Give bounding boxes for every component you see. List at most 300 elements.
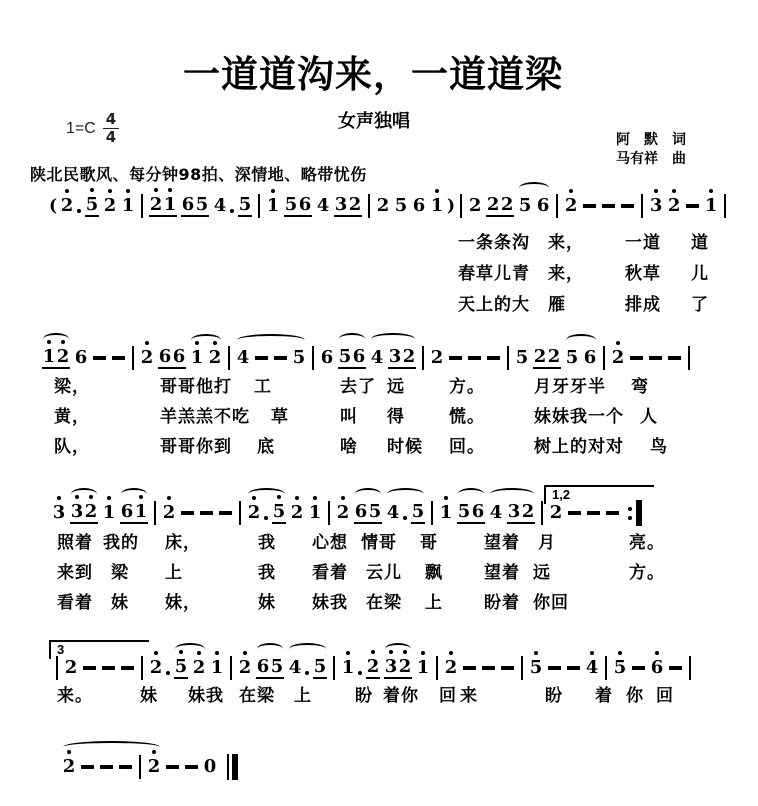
lyric-fragment: 我 xyxy=(258,563,276,583)
lyric-fragment: 来。 xyxy=(57,686,93,706)
octave-dot xyxy=(403,650,407,654)
lyric-fragment: 飘 xyxy=(425,563,443,583)
note xyxy=(566,348,579,368)
note xyxy=(612,348,625,368)
lyric-fragment: 慌。 xyxy=(449,407,485,427)
barline xyxy=(605,656,607,680)
augmentation-dot xyxy=(403,516,407,520)
octave-dot xyxy=(271,189,275,193)
duration-dash xyxy=(112,356,125,360)
lyric-fragment: 回 xyxy=(656,686,674,706)
note-digit: 2 xyxy=(547,346,561,367)
note-digit: 6 xyxy=(354,501,368,522)
beam-group xyxy=(120,502,148,524)
barline xyxy=(230,656,232,680)
notes-row xyxy=(48,191,730,221)
barline xyxy=(312,346,314,370)
meter-denominator: 4 xyxy=(105,128,117,146)
repeat-dots xyxy=(628,506,632,521)
augmentation-dot xyxy=(166,671,170,675)
barline xyxy=(141,656,143,680)
beam-group xyxy=(174,657,188,679)
beam-group xyxy=(411,502,425,524)
octave-dot xyxy=(435,189,439,193)
note-digit: 1 xyxy=(122,196,135,216)
note xyxy=(353,347,366,367)
lyric-fragment: 上 xyxy=(165,563,183,583)
slur-group xyxy=(254,657,286,679)
note-digit: 5 xyxy=(86,195,99,215)
note xyxy=(550,503,563,523)
barline xyxy=(431,501,433,525)
barline xyxy=(333,656,335,680)
octave-dot xyxy=(341,496,345,500)
note xyxy=(651,658,664,678)
note-digit: 3 xyxy=(334,194,348,215)
note-digit: 1 xyxy=(267,196,280,216)
lyric-fragment: 啥 xyxy=(340,437,358,457)
lyric-fragment: 远 xyxy=(387,377,405,397)
note xyxy=(271,657,284,677)
close-paren: ) xyxy=(447,196,456,216)
style-tempo-note: 陕北民歌风、每分钟98拍、深情地、略带忧伤 xyxy=(30,165,367,184)
note xyxy=(267,196,280,216)
meter-numerator: 4 xyxy=(103,112,119,129)
slur-group xyxy=(234,348,308,368)
note-digit: 6 xyxy=(412,195,426,216)
note-digit: 1 xyxy=(705,196,718,216)
duration-dash xyxy=(482,666,495,670)
song-title: 一道道沟来，一道道梁 xyxy=(183,52,563,96)
duration-dash xyxy=(181,511,194,515)
note-digit: 2 xyxy=(148,757,161,777)
beam-group xyxy=(158,347,186,369)
beam-group xyxy=(366,657,380,679)
note xyxy=(209,348,222,368)
note-digit: 2 xyxy=(533,346,547,367)
note xyxy=(159,347,172,367)
note xyxy=(191,348,204,368)
note xyxy=(150,195,163,215)
note xyxy=(239,658,252,678)
lyric-fragment: 得 xyxy=(387,407,405,427)
note xyxy=(522,502,535,522)
lyric-fragment: 月牙牙半 xyxy=(534,377,606,397)
octave-dot xyxy=(371,650,375,654)
octave-dot xyxy=(57,496,61,500)
key-text: 1=C xyxy=(66,119,96,137)
note xyxy=(285,195,298,215)
note xyxy=(141,348,154,368)
duration-dash xyxy=(200,511,213,515)
note xyxy=(121,502,134,522)
note xyxy=(417,658,430,678)
slur-group xyxy=(455,502,487,524)
beam-group xyxy=(457,502,485,524)
beam-group xyxy=(384,657,412,679)
note-digit: 2 xyxy=(239,658,252,678)
lyric-fragment: 队， xyxy=(54,437,90,457)
augmentation-dot xyxy=(264,516,268,520)
octave-dot xyxy=(389,650,393,654)
lyric-fragment: 草 xyxy=(271,407,289,427)
note-digit: 2 xyxy=(376,195,390,216)
note xyxy=(175,657,188,677)
note-digit: 2 xyxy=(402,346,416,367)
note-digit: 2 xyxy=(430,347,444,368)
note-digit: 2 xyxy=(521,501,535,522)
note-digit: 6 xyxy=(74,347,88,368)
note xyxy=(377,196,390,216)
note-digit: 3 xyxy=(385,657,398,677)
duration-dash xyxy=(668,356,681,360)
note xyxy=(371,348,384,368)
octave-dot xyxy=(167,496,171,500)
final-barline xyxy=(227,754,238,780)
note xyxy=(257,657,270,677)
octave-dot xyxy=(313,496,317,500)
octave-dot xyxy=(108,189,112,193)
lyric-fragment: 着你 xyxy=(383,686,419,706)
time-signature xyxy=(103,112,119,145)
duration-dash xyxy=(606,511,619,515)
note xyxy=(173,347,186,367)
slur-group xyxy=(68,502,100,524)
octave-dot xyxy=(145,341,149,345)
note-digit: 5 xyxy=(368,501,382,522)
note-digit: 2 xyxy=(63,757,76,777)
note-digit: 2 xyxy=(486,194,500,215)
lyric-fragment: 秋草 xyxy=(625,264,661,284)
lyric-fragment: 儿 xyxy=(691,264,709,284)
note xyxy=(196,195,209,215)
note xyxy=(237,348,250,368)
duration-dash xyxy=(166,765,179,769)
note xyxy=(614,658,627,678)
lyricist-credit: 阿 默 词 xyxy=(616,132,686,148)
note-digit: 4 xyxy=(236,347,250,368)
octave-dot xyxy=(590,651,594,655)
octave-dot xyxy=(215,651,219,655)
octave-dot xyxy=(152,750,156,754)
note-digit: 2 xyxy=(549,502,563,523)
lyric-fragment: 妹 xyxy=(258,593,276,613)
note-digit: 1 xyxy=(191,348,204,368)
barline xyxy=(328,501,330,525)
note-digit: 2 xyxy=(57,347,70,367)
beam-group xyxy=(507,502,535,524)
notes-row xyxy=(50,487,642,528)
duration-dash xyxy=(649,356,662,360)
lyric-fragment: 梁， xyxy=(54,377,90,397)
notes-row xyxy=(52,642,695,683)
note-digit: 1 xyxy=(103,503,116,523)
note-digit: 4 xyxy=(386,502,400,523)
octave-dot xyxy=(213,341,217,345)
barline xyxy=(541,501,543,525)
note-digit: 2 xyxy=(565,196,578,216)
note xyxy=(565,196,578,216)
augmentation-dot xyxy=(230,209,234,213)
octave-dot xyxy=(252,496,256,500)
note xyxy=(399,657,412,677)
note xyxy=(431,348,444,368)
lyric-fragment: 回。 xyxy=(449,437,485,457)
note xyxy=(501,195,514,215)
note xyxy=(135,502,148,522)
performance-type-subtitle: 女声独唱 xyxy=(338,111,410,132)
thin-bar xyxy=(227,754,229,780)
augmentation-dot xyxy=(358,671,362,675)
duration-dash xyxy=(632,666,645,670)
lyric-fragment: 看着 xyxy=(312,563,348,583)
octave-dot xyxy=(89,495,93,499)
note xyxy=(71,502,84,522)
duration-dash xyxy=(185,765,198,769)
octave-dot xyxy=(616,341,620,345)
slur-group xyxy=(286,657,329,679)
augmentation-dot xyxy=(77,209,81,213)
lyric-fragment: 羊羔羔不吃 xyxy=(160,407,250,427)
lyric-fragment: 我 xyxy=(258,533,276,553)
lyric-fragment: 一道 xyxy=(625,233,661,253)
duration-dash xyxy=(568,511,581,515)
octave-dot xyxy=(346,651,350,655)
note-digit: 6 xyxy=(120,501,134,522)
composer-credit: 马有祥 曲 xyxy=(616,151,686,167)
lyric-fragment: 看着 xyxy=(57,593,93,613)
lyric-fragment: 哥 xyxy=(420,533,438,553)
slur-group xyxy=(368,347,418,369)
slur-group xyxy=(118,502,150,524)
note-digit: 2 xyxy=(399,657,412,677)
note xyxy=(63,757,76,777)
slur-group xyxy=(516,196,552,216)
note xyxy=(349,195,362,215)
note xyxy=(289,658,309,678)
note-digit: 5 xyxy=(175,657,188,677)
barline xyxy=(422,346,424,370)
barline xyxy=(556,194,558,218)
duration-dash xyxy=(621,204,634,208)
note-digit: 1 xyxy=(135,502,148,522)
slur-group xyxy=(172,657,208,679)
barline xyxy=(154,501,156,525)
octave-dot xyxy=(654,189,658,193)
note xyxy=(586,658,599,678)
volta-bracket: 1,2 xyxy=(544,485,654,504)
note-digit: 5 xyxy=(284,194,298,215)
beam-group xyxy=(149,195,177,217)
note-digit: 2 xyxy=(104,196,117,216)
score-line-1 xyxy=(48,191,730,221)
key-signature xyxy=(66,112,119,145)
note-digit: 0 xyxy=(203,756,217,777)
lyric-fragment: 你 xyxy=(626,686,644,706)
note-digit: 2 xyxy=(141,348,154,368)
note xyxy=(53,503,66,523)
slur-group xyxy=(487,502,537,524)
octave-dot xyxy=(421,651,425,655)
beam-group xyxy=(42,347,70,369)
note-digit: 3 xyxy=(650,196,663,216)
note-digit: 2 xyxy=(193,658,206,678)
duration-dash xyxy=(83,666,96,670)
lyric-fragment: 盼 xyxy=(355,686,373,706)
lyric-fragment: 妹 xyxy=(140,686,158,706)
credits xyxy=(616,131,686,169)
note-digit: 5 xyxy=(238,194,252,215)
octave-dot xyxy=(126,189,130,193)
note-digit: 6 xyxy=(651,658,664,678)
note-digit: 2 xyxy=(468,195,482,216)
note xyxy=(458,502,471,522)
lyric-fragment: 鸟 xyxy=(650,437,668,457)
lyric-fragment: 人 xyxy=(640,407,658,427)
lyric-fragment: 盼着 xyxy=(484,593,520,613)
note xyxy=(103,503,116,523)
note xyxy=(85,502,98,522)
duration-dash xyxy=(219,511,232,515)
note-digit: 6 xyxy=(583,347,597,368)
lyric-fragment: 时候 xyxy=(387,437,423,457)
note xyxy=(317,196,330,216)
octave-dot xyxy=(569,189,573,193)
note xyxy=(309,503,322,523)
barline xyxy=(228,346,230,370)
barline xyxy=(507,346,509,370)
octave-dot xyxy=(65,189,69,193)
duration-dash xyxy=(669,666,682,670)
note-digit: 6 xyxy=(298,194,312,215)
octave-dot xyxy=(61,340,65,344)
note-digit: 1 xyxy=(309,503,322,523)
note xyxy=(339,347,352,367)
lyric-fragment: 叫 xyxy=(340,407,358,427)
note-digit: 5 xyxy=(195,194,209,215)
thick-bar xyxy=(232,754,238,780)
note xyxy=(487,195,500,215)
lyric-fragment: 来， xyxy=(548,233,584,253)
note xyxy=(584,348,597,368)
slur-group xyxy=(40,347,72,369)
note xyxy=(355,502,368,522)
lyric-fragment: 月 xyxy=(538,533,556,553)
note xyxy=(273,502,286,522)
lyric-fragment: 方。 xyxy=(629,563,665,583)
note-digit: 6 xyxy=(352,346,366,367)
note xyxy=(431,196,444,216)
note xyxy=(86,195,99,215)
notes-row xyxy=(60,752,238,782)
note xyxy=(335,195,348,215)
note-digit: 5 xyxy=(313,656,327,677)
duration-dash xyxy=(587,511,600,515)
note-digit: 1 xyxy=(211,658,224,678)
barline xyxy=(641,194,643,218)
barline xyxy=(460,194,462,218)
slur-group xyxy=(245,502,288,524)
duration-dash xyxy=(548,666,561,670)
lyric-fragment: 在梁 xyxy=(366,593,402,613)
note xyxy=(413,196,426,216)
octave-dot xyxy=(672,189,676,193)
duration-dash xyxy=(102,666,115,670)
note-digit: 5 xyxy=(411,501,425,522)
duration-dash xyxy=(630,356,643,360)
note xyxy=(211,658,224,678)
duration-dash xyxy=(255,356,268,360)
lyric-fragment: 亮。 xyxy=(629,533,665,553)
octave-dot xyxy=(295,496,299,500)
note xyxy=(193,658,206,678)
duration-dash xyxy=(487,356,500,360)
beam-group xyxy=(181,195,209,217)
lyric-fragment: 来 xyxy=(460,686,478,706)
octave-dot xyxy=(709,189,713,193)
barline xyxy=(132,346,134,370)
note xyxy=(291,503,304,523)
note xyxy=(445,658,458,678)
note-digit: 4 xyxy=(316,195,330,216)
slur-group xyxy=(382,657,414,679)
barline xyxy=(688,346,690,370)
duration-dash xyxy=(119,765,132,769)
beam-group xyxy=(533,347,561,369)
note xyxy=(293,348,306,368)
note xyxy=(367,657,380,677)
barline xyxy=(603,346,605,370)
lyric-fragment: 了 xyxy=(691,295,709,315)
note-digit: 3 xyxy=(388,346,402,367)
note-digit: 5 xyxy=(338,346,352,367)
octave-dot xyxy=(139,495,143,499)
note xyxy=(387,503,407,523)
lyric-fragment: 黄， xyxy=(54,407,90,427)
lyric-fragment: 你回 xyxy=(533,593,569,613)
lyric-fragment: 工 xyxy=(254,377,272,397)
octave-dot xyxy=(107,496,111,500)
lyric-fragment: 云儿 xyxy=(366,563,402,583)
lyric-fragment: 哥哥你到 xyxy=(160,437,232,457)
note-digit: 5 xyxy=(518,195,532,216)
note-digit: 5 xyxy=(530,658,543,678)
note xyxy=(61,196,81,216)
slur-group xyxy=(336,347,368,369)
duration-dash xyxy=(449,356,462,360)
beam-group xyxy=(313,657,327,679)
duration-dash xyxy=(100,765,113,769)
note xyxy=(248,503,268,523)
open-paren: ( xyxy=(49,196,58,216)
note xyxy=(508,502,521,522)
note xyxy=(204,757,217,777)
octave-dot xyxy=(195,341,199,345)
note-digit: 4 xyxy=(370,347,384,368)
barline xyxy=(436,656,438,680)
duration-dash xyxy=(93,356,106,360)
note-digit: 3 xyxy=(71,502,84,522)
note-digit: 2 xyxy=(85,502,98,522)
note xyxy=(369,502,382,522)
note-digit: 5 xyxy=(394,195,408,216)
slur-group xyxy=(352,502,384,524)
note xyxy=(104,196,117,216)
note-digit: 5 xyxy=(515,347,529,368)
octave-dot xyxy=(154,651,158,655)
beam-group xyxy=(256,657,284,679)
octave-dot xyxy=(67,750,71,754)
